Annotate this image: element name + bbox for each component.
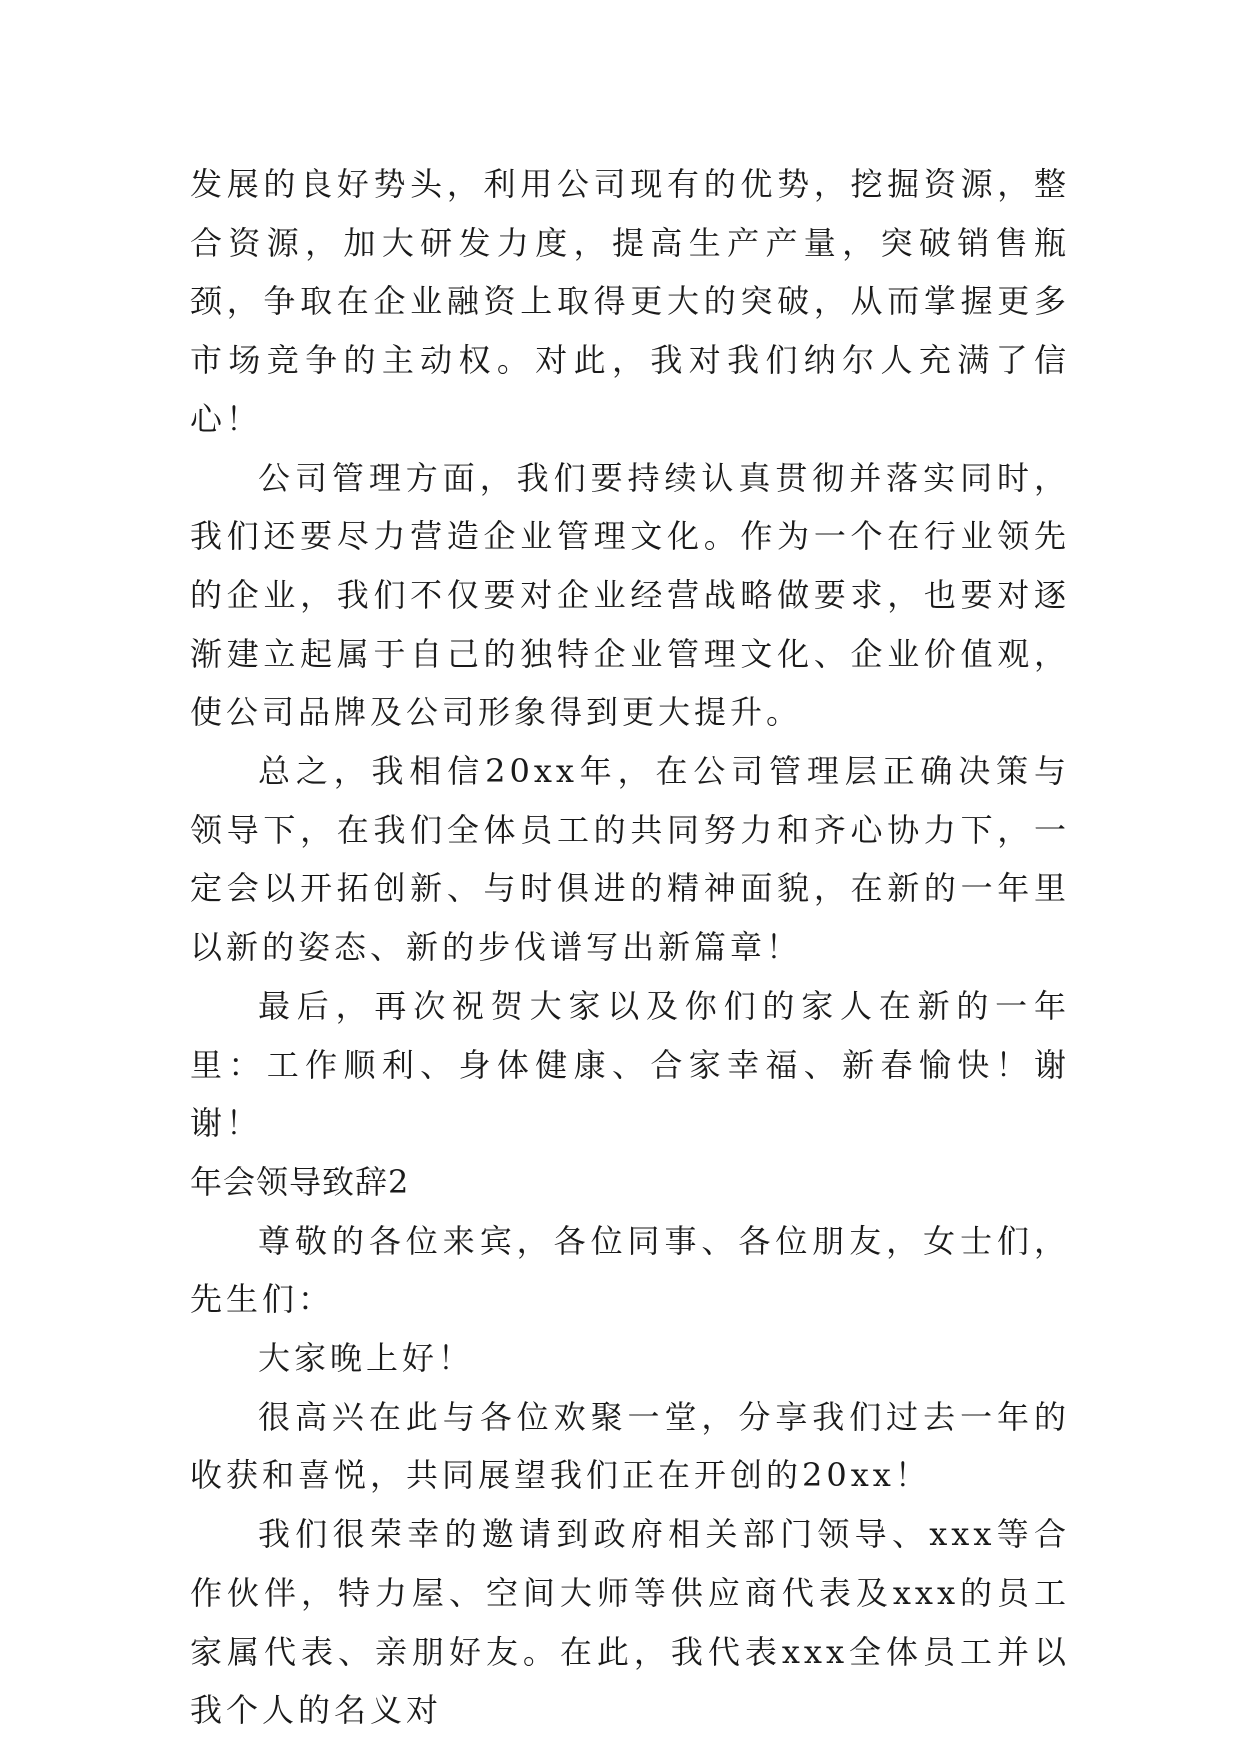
paragraph-4: 最后，再次祝贺大家以及你们的家人在新的一年里：工作顺利、身体健康、合家幸福、新春愉快！谢谢！ xyxy=(190,986,1070,1143)
paragraph-8: 我们很荣幸的邀请到政府相关部门领导、xxx等合作伙伴，特力屋、空间大师等供应商代表及xxx的员工家属代表、亲朋好友。在此，我代表xxx全体员工并以我个人的名义对 xyxy=(190,1515,1070,1730)
paragraph-5: 尊敬的各位来宾，各位同事、各位朋友，女士们，先生们： xyxy=(190,1221,1070,1319)
section-heading: 年会领导致辞2 xyxy=(190,1162,410,1201)
paragraph-1: 发展的良好势头，利用公司现有的优势，挖掘资源，整合资源，加大研发力度，提高生产产量，突破销售瓶颈，争取在企业融资上取得更大的突破，从而掌握更多市场竞争的主动权。对此，我对我们纳尔人充满了信心！ xyxy=(190,165,1070,438)
paragraph-2: 公司管理方面，我们要持续认真贯彻并落实同时，我们还要尽力营造企业管理文化。作为一个在行业领先的企业，我们不仅要对企业经营战略做要求，也要对逐渐建立起属于自己的独特企业管理文化、企业价值观，使公司品牌及公司形象得到更大提升。 xyxy=(190,458,1070,732)
document-body xyxy=(190,155,1070,1740)
paragraph-3: 总之，我相信20xx年，在公司管理层正确决策与领导下，在我们全体员工的共同努力和齐心协力下，一定会以开拓创新、与时俱进的精神面貌，在新的一年里以新的姿态、新的步伐谱写出新篇章！ xyxy=(190,752,1070,967)
paragraph-6: 大家晚上好！ xyxy=(258,1339,475,1378)
paragraph-7: 很高兴在此与各位欢聚一堂，分享我们过去一年的收获和喜悦，共同展望我们正在开创的20xx！ xyxy=(190,1397,1070,1495)
